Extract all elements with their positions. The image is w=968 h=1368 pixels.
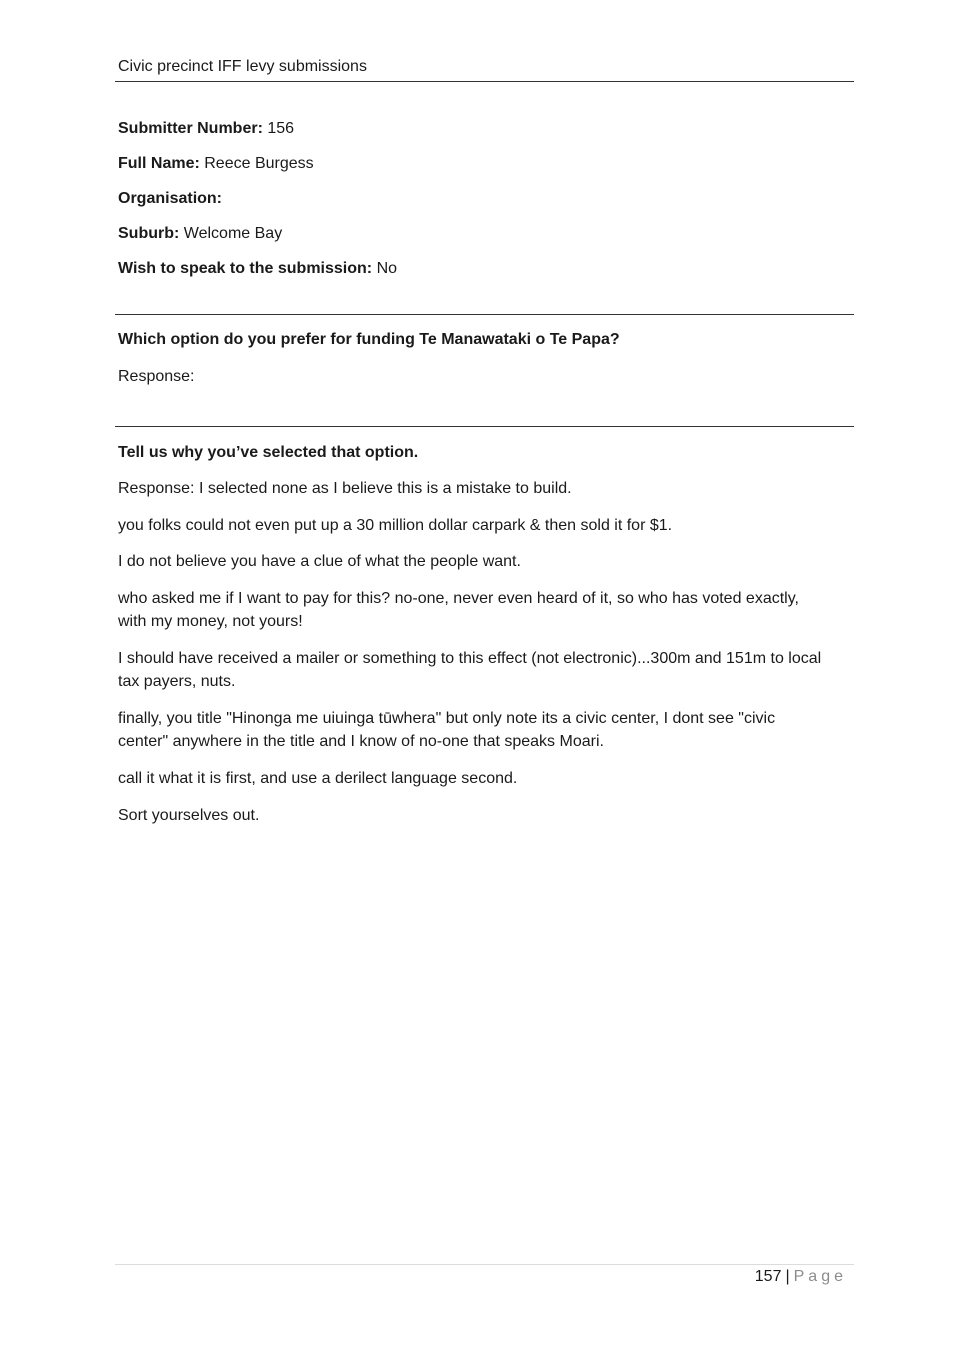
page-number: 157 xyxy=(754,1268,782,1285)
organisation xyxy=(118,187,854,210)
submitter-number-value: 156 xyxy=(267,120,295,137)
response-paragraph: Response: I selected none as I believe this is a mistake to build. xyxy=(118,480,572,497)
response-paragraph: center" anywhere in the title and I know of no-one that speaks Moari. xyxy=(118,733,604,750)
header-divider xyxy=(115,81,854,82)
footer-divider xyxy=(115,1264,854,1265)
response-paragraph: finally, you title "Hinonga me uiuinga tūwhera" but only note its a civic center, I dont see "civic xyxy=(118,710,776,727)
response-paragraph: with my money, not yours! xyxy=(118,613,303,630)
suburb-label: Suburb: xyxy=(118,225,180,242)
organisation-label: Organisation: xyxy=(118,190,223,207)
response-paragraph: I do not believe you have a clue of what the people want. xyxy=(118,553,521,570)
full-name-value: Reece Burgess xyxy=(204,155,314,172)
wish-to-speak-label: Wish to speak to the submission: xyxy=(118,260,373,277)
response-paragraph: Sort yourselves out. xyxy=(118,807,260,824)
section-divider-2 xyxy=(115,426,854,427)
suburb xyxy=(118,222,854,245)
document-header-title: Civic precinct IFF levy submissions xyxy=(118,58,367,75)
response-paragraph: who asked me if I want to pay for this? no-one, never even heard of it, so who has voted exactly, xyxy=(118,590,799,607)
question-1: Which option do you prefer for funding Te Manawataki o Te Papa? xyxy=(118,331,620,348)
page-label: Page xyxy=(793,1268,847,1285)
wish-to-speak-value: No xyxy=(376,260,398,277)
question-2: Tell us why you’ve selected that option. xyxy=(118,444,419,461)
response-paragraph: you folks could not even put up a 30 million dollar carpark & then sold it for $1. xyxy=(118,517,673,534)
submitter-number xyxy=(118,117,854,140)
response-paragraph: call it what it is first, and use a derilect language second. xyxy=(118,770,518,787)
full-name xyxy=(118,152,854,175)
section-divider-1 xyxy=(115,314,854,315)
full-name-label: Full Name: xyxy=(118,155,200,172)
submitter-number-label: Submitter Number: xyxy=(118,120,263,137)
suburb-value: Welcome Bay xyxy=(183,225,283,242)
wish-to-speak xyxy=(118,257,854,280)
page-footer xyxy=(755,1268,847,1286)
response-paragraph: I should have received a mailer or something to this effect (not electronic)...300m and 151m to local xyxy=(118,650,822,667)
question-1-response: Response: xyxy=(118,368,195,385)
page-separator: | xyxy=(785,1268,790,1285)
response-paragraph: tax payers, nuts. xyxy=(118,673,236,690)
